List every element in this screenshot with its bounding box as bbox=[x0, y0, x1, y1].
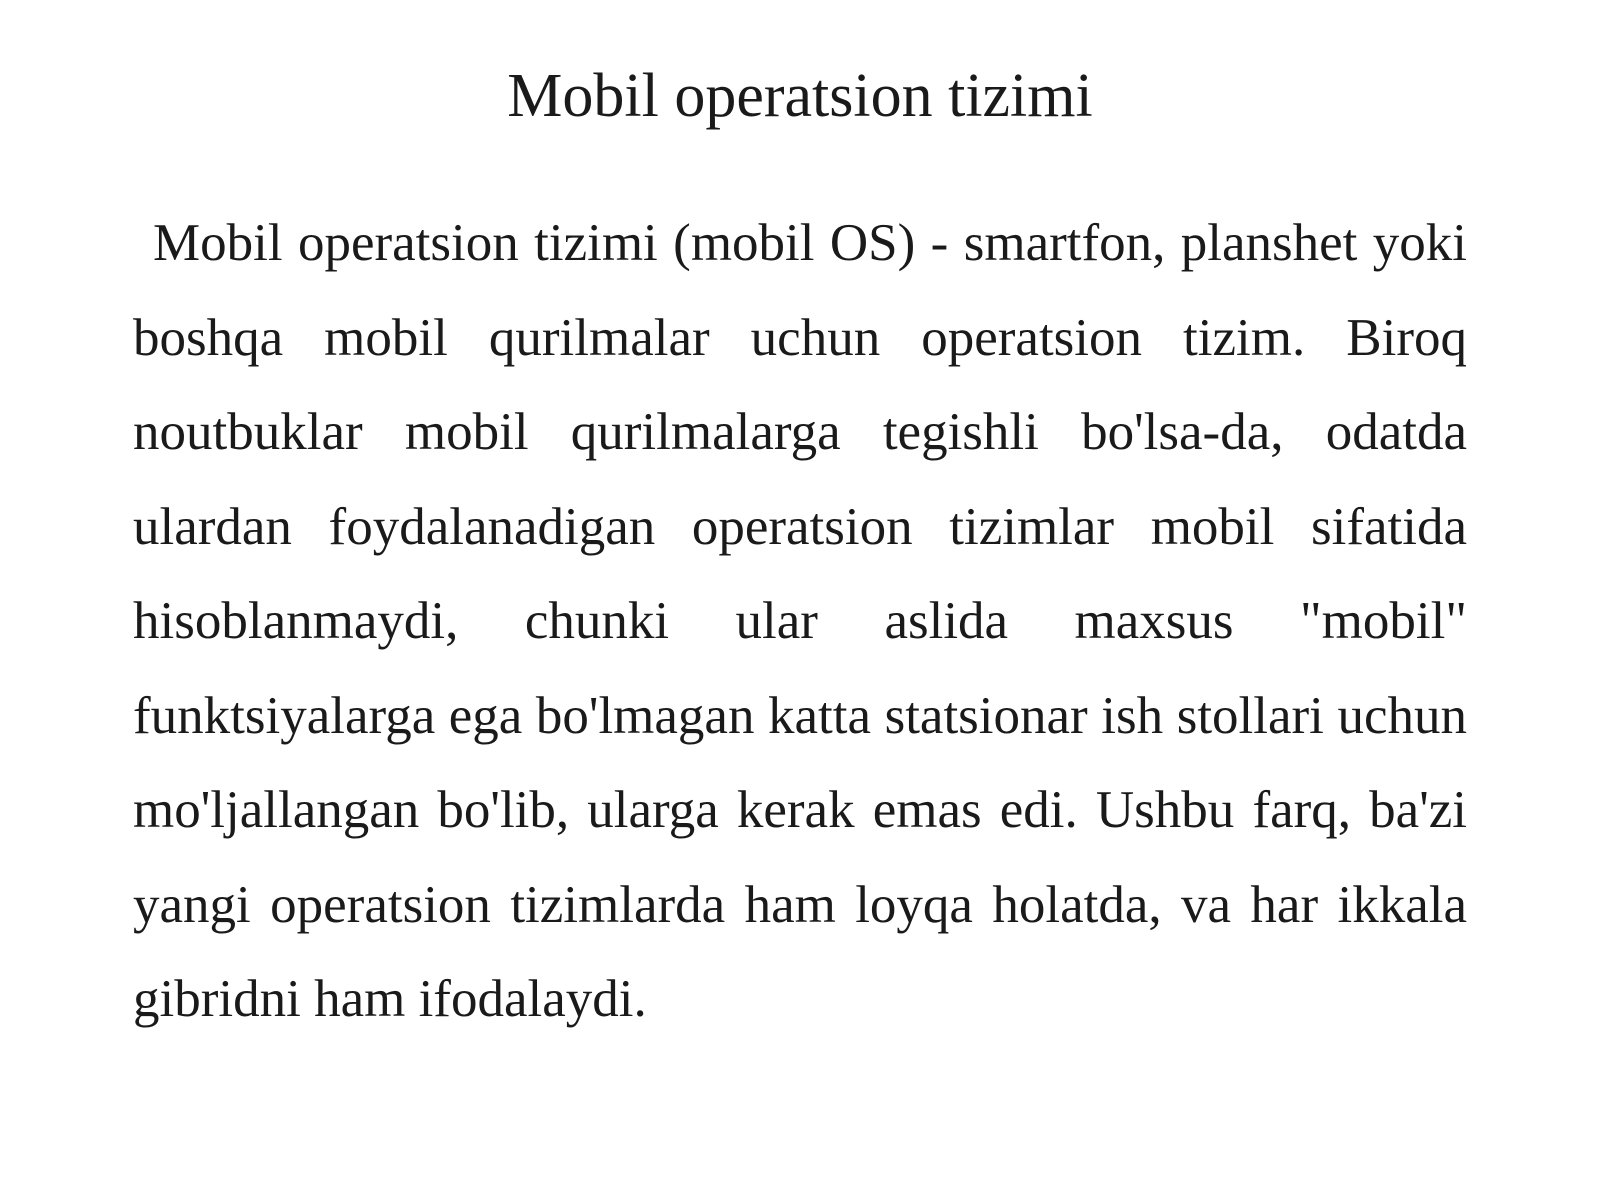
slide-body-text: Mobil operatsion tizimi (mobil OS) - smartfon, planshet yoki boshqa mobil qurilmalar uchun operatsion tizim. Biroq noutbuklar mobil qurilmalarga tegishli bo'lsa-da, odatda ulardan foydalanadigan operatsion tizimlar mobil sifatida hisoblanmaydi, chunki ular aslida maxsus "mobil" funktsiyalarga ega bo'lmagan katta statsionar ish stollari uchun mo'ljallangan bo'lib, ularga kerak emas edi. Ushbu farq, ba'zi yangi operatsion tizimlarda ham loyqa holatda, va har ikkala gibridni ham ifodalaydi. bbox=[133, 214, 1467, 1028]
slide-title: Mobil operatsion tizimi bbox=[507, 62, 1093, 130]
